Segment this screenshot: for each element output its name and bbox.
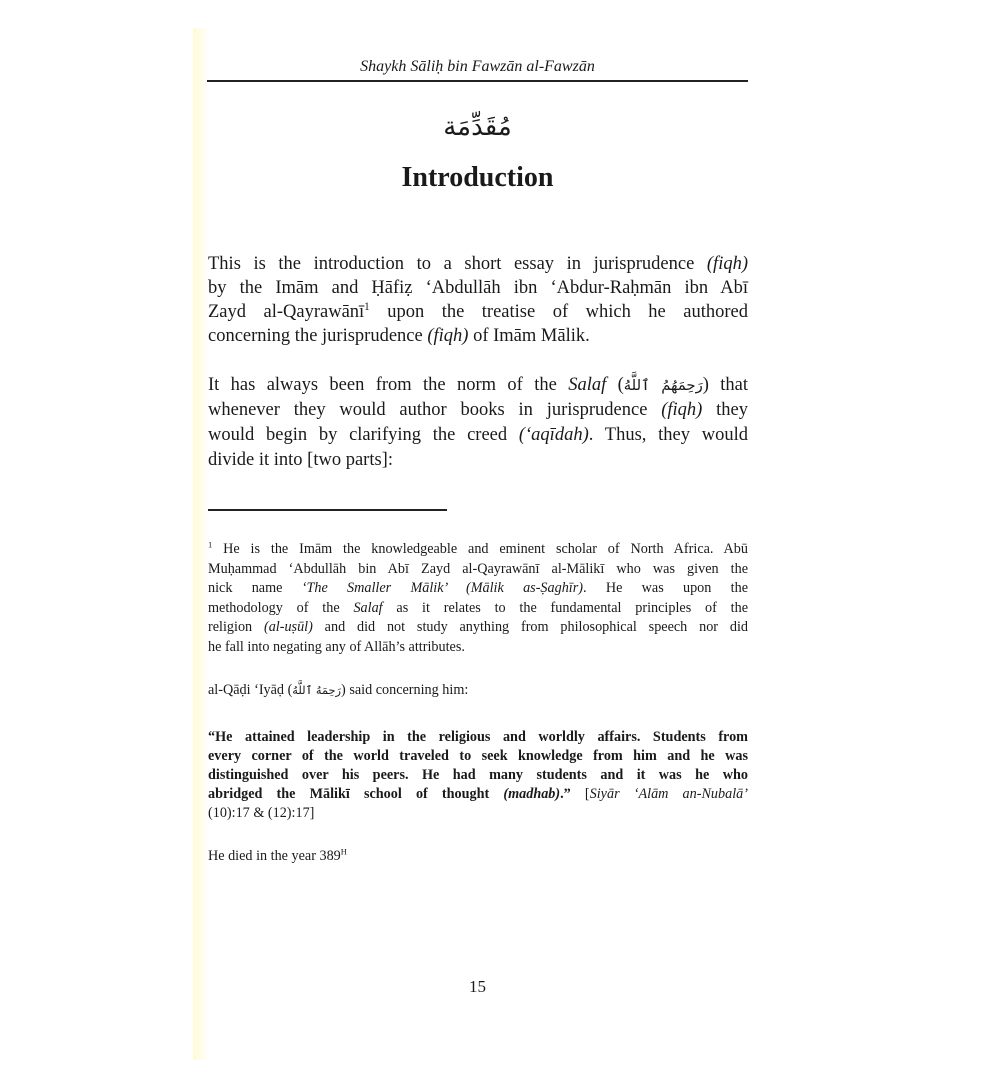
qadi-line: [208, 681, 748, 701]
text-line: [208, 579, 748, 599]
text: (: [606, 375, 624, 395]
page-title: Introduction: [401, 162, 554, 193]
text: upon the treatise of which he authored: [369, 302, 748, 322]
italic-term: Salaf: [353, 599, 383, 616]
italic-term: (fiqh): [427, 326, 469, 346]
text-line: “He attained leadership in the religious and worldly affairs. Students from: [208, 729, 748, 745]
text: abridged the Mālikī school of thought: [208, 786, 504, 802]
text-line: distinguished over his peers. He had many students and it was he who: [208, 767, 748, 783]
text: ) said concerning him:: [341, 682, 469, 698]
text: . Thus, they would: [588, 425, 748, 445]
text: methodology of the: [208, 599, 354, 616]
text: nick name: [208, 580, 302, 597]
text-line: [208, 599, 748, 619]
italic-term: (al-uṣūl): [263, 619, 313, 636]
paragraph-2: [208, 373, 748, 473]
hijri-marker: H: [340, 846, 347, 857]
text: ) that: [702, 375, 749, 395]
text: He is the Imām the knowledgeable and eminent scholar of North Africa. Abū: [212, 541, 748, 557]
text-line: [208, 540, 748, 560]
page-number: 15: [469, 977, 486, 996]
text: Zayd al-Qayrawānī: [208, 302, 365, 322]
footnote-rule: [208, 509, 447, 511]
death-year-line: [208, 847, 748, 867]
text-line: Muḥammad ‘Abdullāh bin Abī Zayd al-Qayrawānī al-Mālikī who was given the: [208, 560, 748, 577]
italic-term: ‘The Smaller Mālik’ (Mālik as-Ṣaghīr): [301, 580, 583, 597]
arabic-heading: مُقَدِّمَة: [443, 112, 512, 142]
text: of Imām Mālik.: [468, 326, 590, 346]
text-line: divide it into [two parts]:: [208, 450, 393, 470]
text-line: [208, 373, 748, 398]
text-line: [208, 252, 748, 276]
arabic-honorific: رَحِمَهُمُ ٱللَّهُ: [623, 377, 703, 394]
text-line: (10):17 & (12):17]: [208, 805, 315, 821]
text-line: every corner of the world traveled to seek knowledge from him and he was: [208, 748, 748, 764]
text-line: [208, 423, 748, 448]
header-rule: [207, 80, 748, 82]
text-line: [208, 847, 748, 867]
text-line: [208, 300, 748, 324]
text: al-Qāḍi ‘Iyāḍ (: [208, 682, 293, 698]
text-line: by the Imām and Ḥāfiẓ ‘Abdullāh ibn ‘Abdur-Raḥmān ibn Abī: [208, 278, 748, 298]
italic-term: (fiqh): [706, 254, 748, 274]
text: It has always been from the norm of the: [208, 375, 569, 395]
text-line: [208, 785, 748, 804]
text-line: [208, 618, 748, 638]
quotation: [208, 728, 748, 823]
text: whenever they would author books in jurisprudence: [208, 400, 662, 420]
text: religion: [208, 619, 264, 636]
text-line: [208, 324, 748, 348]
text: .”: [560, 786, 571, 802]
text-line: [208, 681, 748, 701]
running-header: Shaykh Sāliḥ bin Fawzān al-Fawzān: [360, 58, 595, 75]
italic-term: (madhab): [503, 786, 561, 802]
italic-term: Salaf: [568, 375, 607, 395]
arabic-honorific: رَحِمَهُ ٱللَّهُ: [292, 683, 342, 697]
text: He died in the year 389: [208, 848, 341, 864]
text-line: [208, 398, 748, 423]
text: and did not study anything from philosophical speech nor did: [312, 619, 748, 636]
citation-title: Siyār ‘Alām an-Nubalā’: [589, 786, 748, 802]
text: This is the introduction to a short essay in jurisprudence: [208, 254, 707, 274]
text: would begin by clarifying the creed: [208, 425, 519, 445]
paragraph-1: [208, 252, 748, 348]
footnote-ref[interactable]: 1: [364, 300, 370, 313]
text: concerning the jurisprudence: [208, 326, 428, 346]
text: [: [570, 786, 590, 802]
footnote-1: [208, 540, 748, 658]
text: . He was upon the: [582, 580, 748, 597]
footnote-marker: 1: [208, 539, 213, 550]
text: as it relates to the fundamental principles of the: [382, 599, 748, 616]
italic-term: (‘aqīdah): [518, 425, 589, 445]
text-line: he fall into negating any of Allāh’s attributes.: [208, 638, 465, 655]
italic-term: (fiqh): [661, 400, 703, 420]
text: they: [702, 400, 748, 420]
